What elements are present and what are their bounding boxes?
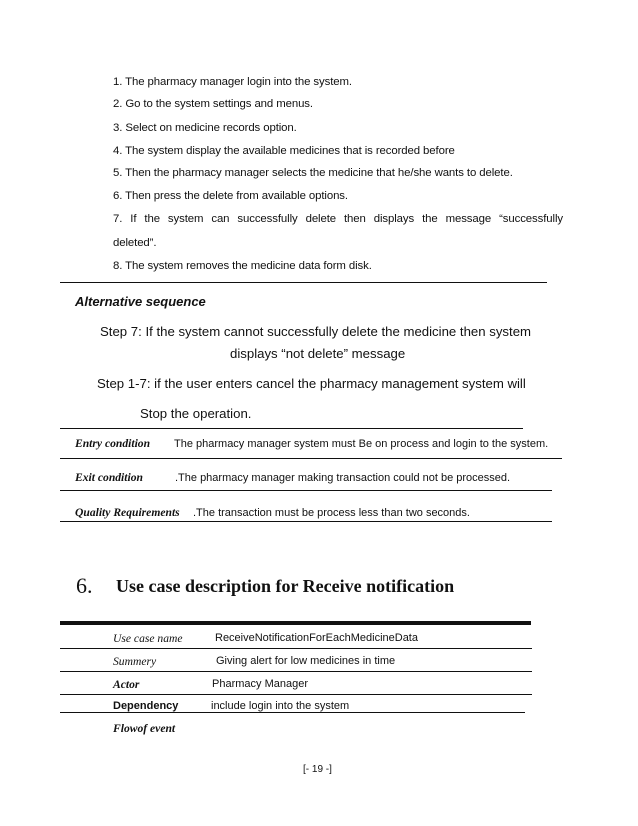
alternative-step-7-continued: displays “not delete” message bbox=[230, 346, 406, 361]
step-8: 8. The system removes the medicine data form disk. bbox=[113, 260, 372, 272]
step-5: 5. Then the pharmacy manager selects the medicine that he/she wants to delete. bbox=[113, 167, 513, 179]
alternative-step-1-7-continued: Stop the operation. bbox=[140, 406, 252, 421]
actor-value: Pharmacy Manager bbox=[212, 678, 308, 690]
page-number: [- 19 -] bbox=[303, 764, 332, 775]
step-1: 1. The pharmacy manager login into the system. bbox=[113, 76, 352, 88]
section-title: Use case description for Receive notification bbox=[116, 576, 455, 596]
quality-requirements-label: Quality Requirements bbox=[75, 506, 180, 519]
step-7: 7. If the system can successfully delete then displays the message “successfully bbox=[113, 213, 563, 225]
alternative-sequence-title: Alternative sequence bbox=[75, 294, 206, 309]
use-case-name-value: ReceiveNotificationForEachMedicineData bbox=[215, 632, 418, 644]
divider-rule bbox=[60, 458, 562, 459]
table-row-rule bbox=[60, 694, 532, 695]
summery-label: Summery bbox=[113, 655, 157, 668]
table-row-rule bbox=[60, 648, 532, 649]
actor-label: Actor bbox=[113, 678, 140, 691]
alternative-step-1-7: Step 1-7: if the user enters cancel the pharmacy management system will bbox=[97, 376, 526, 391]
step-2: 2. Go to the system settings and menus. bbox=[113, 98, 313, 110]
step-4: 4. The system display the available medicines that is recorded before bbox=[113, 145, 455, 157]
summery-value: Giving alert for low medicines in time bbox=[216, 655, 396, 667]
use-case-name-label: Use case name bbox=[113, 632, 183, 645]
dependency-label: Dependency bbox=[113, 700, 179, 712]
flow-of-event-label: Flowof event bbox=[113, 722, 176, 735]
dependency-value: include login into the system bbox=[211, 700, 350, 712]
table-row-rule bbox=[60, 671, 532, 672]
table-row-rule bbox=[60, 712, 525, 713]
step-3: 3. Select on medicine records option. bbox=[113, 122, 297, 134]
exit-condition-label: Exit condition bbox=[75, 471, 143, 484]
table-top-rule bbox=[60, 621, 531, 625]
divider-rule bbox=[60, 282, 547, 283]
entry-condition-label: Entry condition bbox=[75, 437, 151, 450]
exit-condition-text: .The pharmacy manager making transaction could not be processed. bbox=[175, 472, 511, 484]
quality-requirements-text: .The transaction must be process less than two seconds. bbox=[193, 507, 470, 519]
divider-rule bbox=[60, 521, 552, 522]
entry-condition-text: The pharmacy manager system must Be on process and login to the system. bbox=[174, 438, 549, 450]
step-6: 6. Then press the delete from available options. bbox=[113, 190, 348, 202]
divider-rule bbox=[60, 428, 523, 429]
step-7-continued: deleted”. bbox=[113, 237, 157, 249]
divider-rule bbox=[60, 490, 552, 491]
alternative-step-7: Step 7: If the system cannot successfully delete the medicine then system bbox=[100, 324, 532, 339]
section-number: 6. bbox=[76, 573, 93, 598]
